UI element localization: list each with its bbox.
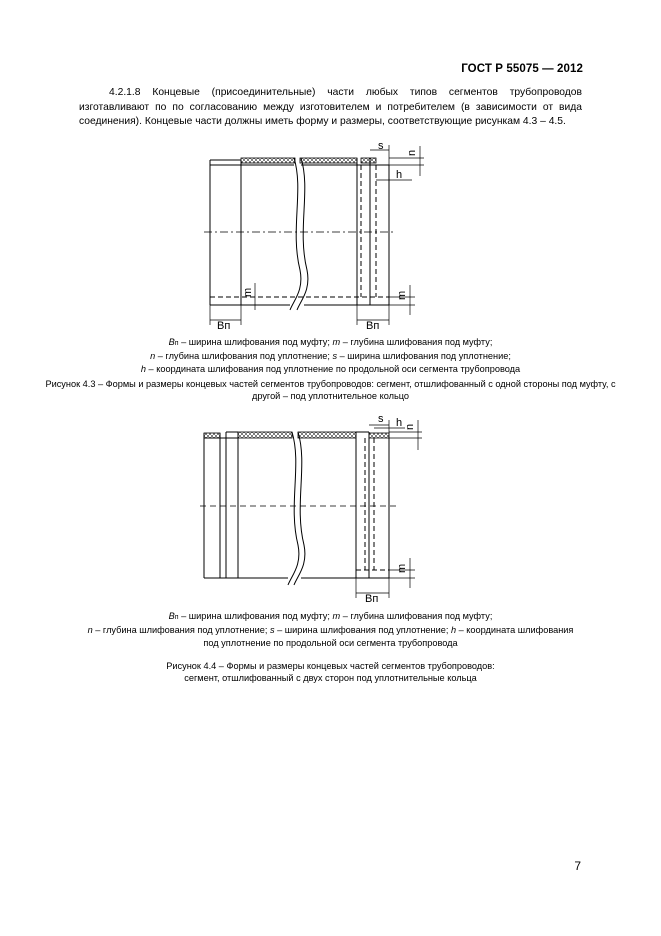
figure-4-3-label-m-right: m bbox=[396, 290, 408, 300]
figure-4-3-legend-line-1: Bп – ширина шлифования под муфту; m – глубина шлифования под муфту; bbox=[168, 337, 493, 347]
figure-4-4-caption: Рисунок 4.4 – Формы и размеры концевых частей сегментов трубопроводов: сегмент, отшлифованный с двух сторон под уплотнительные кольца bbox=[166, 661, 495, 684]
figure-4-3-label-h: h bbox=[396, 169, 403, 181]
figure-4-4-label-b: Bп bbox=[365, 593, 379, 605]
figure-4-3-caption: Рисунок 4.3 – Формы и размеры концевых частей сегментов трубопроводов: сегмент, отшлифованный с одной стороны под муфту, с другой – под уплотнительное кольцо bbox=[45, 379, 616, 402]
figure-4-3-label-b-right: Bп bbox=[366, 320, 380, 332]
figure-4-4-label-n: n bbox=[404, 423, 416, 430]
figure-4-3-label-m-left: m bbox=[242, 287, 254, 297]
page-number: 7 bbox=[574, 859, 581, 873]
figure-4-4-label-s: s bbox=[378, 413, 384, 425]
figure-4-4-legend-line-3: под уплотнение по продольной оси сегмента трубопровода bbox=[203, 637, 458, 648]
clause-text: 4.2.1.8 Концевые (присоединительные) части любых типов сегментов трубопроводов изготавливают по по согласованию между изготовителем и потребителем (в зависимости от вида соединения). Концевые части должны иметь форму и размеры, соответствующие рисункам 4.3 – 4.5. bbox=[79, 87, 582, 128]
figure-4-3-legend-line-3: h – координата шлифования под уплотнение по продольной оси сегмента трубопровода bbox=[140, 363, 521, 374]
figure-4-4-legend bbox=[40, 610, 621, 649]
figure-4-4-legend-line-1: Bп – ширина шлифования под муфту; m – глубина шлифования под муфту; bbox=[168, 611, 493, 621]
document-header: ГОСТ Р 55075 — 2012 bbox=[461, 63, 583, 75]
figure-4-4-legend-line-2: n – глубина шлифования под уплотнение; s – ширина шлифования под уплотнение; h – координата шлифования bbox=[87, 625, 574, 636]
figure-4-4-label-m: m bbox=[396, 563, 408, 573]
figure-4-4-pipe bbox=[200, 420, 422, 598]
figure-4-3-label-n: n bbox=[406, 149, 418, 156]
figure-4-3-label-b-left: Bп bbox=[217, 320, 231, 332]
figure-4-3-legend-line-2: n – глубина шлифования под уплотнение; s – ширина шлифования под уплотнение; bbox=[150, 351, 511, 362]
figure-4-3-label-s: s bbox=[378, 140, 384, 152]
figure-4-4-label-h: h bbox=[396, 417, 403, 429]
